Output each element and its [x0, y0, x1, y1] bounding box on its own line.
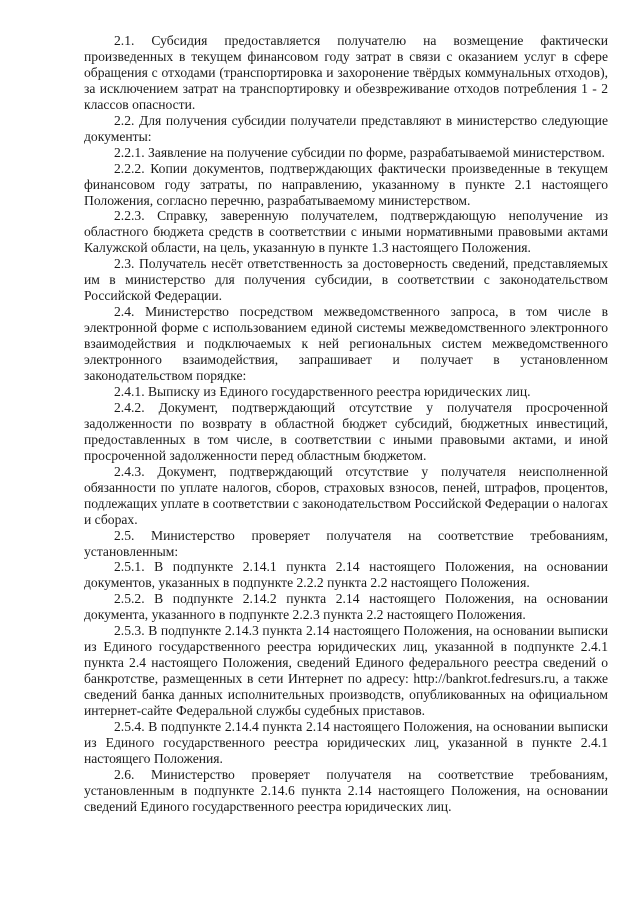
paragraph-2-6: 2.6. Министерство проверяет получателя на соответствие требованиям, установленным в подпункте 2.14.6 пункта 2.14 настоящего Положения, на основании сведений Единого государственного реестра юридических лиц.	[84, 766, 608, 814]
paragraph-2-1: 2.1. Субсидия предоставляется получателю на возмещение фактически произведенных в текущем финансовом году затрат в связи с оказанием услуг в сфере обращения с отходами (транспортировка и захоронение твёрдых коммунальных отходов), за исключением затрат на транспортировку и обезвреживание отходов потребления 1 - 2 классов опасности.	[84, 33, 608, 112]
paragraph-2-5-2: 2.5.2. В подпункте 2.14.2 пункта 2.14 настоящего Положения, на основании документа, указанного в подпункте 2.2.3 пункта 2.2 настоящего Положения.	[84, 591, 608, 623]
paragraph-2-2-1: 2.2.1. Заявление на получение субсидии по форме, разрабатываемой министерством.	[114, 144, 605, 160]
paragraph-2-2-2: 2.2.2. Копии документов, подтверждающих фактически произведенные в текущем финансовом году затраты, по направлению, указанному в пункте 2.1 настоящего Положения, согласно перечню, разрабатываемому министерством.	[84, 160, 608, 208]
paragraph-2-4: 2.4. Министерство посредством межведомственного запроса, в том числе в электронной форме с использованием единой системы межведомственного электронного взаимодействия и подключаемых к ней региональных систем межведомственного электронного взаимодействия, запрашивает и получает в установленном законодательством порядке:	[84, 304, 608, 384]
paragraph-2-4-2: 2.4.2. Документ, подтверждающий отсутствие у получателя просроченной задолженности по возврату в областной бюджет субсидий, бюджетных инвестиций, предоставленных в том числе, в соответствии с иными правовыми актами, и иной просроченной задолженности перед областным бюджетом.	[84, 399, 608, 463]
paragraph-2-2-3: 2.2.3. Справку, заверенную получателем, подтверждающую неполучение из областного бюджета средств в соответствии с иными нормативными правовыми актами Калужской области, на цель, указанную в пункте 1.3 настоящего Положения.	[84, 208, 608, 256]
paragraph-2-4-3: 2.4.3. Документ, подтверждающий отсутствие у получателя неисполненной обязанности по уплате налогов, сборов, страховых взносов, пеней, штрафов, процентов, подлежащих уплате в соответствии с законодательством Российской Федерации о налогах и сборах.	[84, 463, 608, 527]
paragraph-2-5-3: 2.5.3. В подпункте 2.14.3 пункта 2.14 настоящего Положения, на основании выписки из Единого государственного реестра юридических лиц, указанной в подпункте 2.4.1 пункта 2.4 настоящего Положения, сведений Единого федерального реестра сведений о банкротстве, размещенных в сети Интернет по адресу: http://bankrot.fedresurs.ru, а также сведений банка данных исполнительных производств, опубликованных на официальном интернет-сайте Федеральной службы судебных приставов.	[84, 623, 608, 719]
document-body	[84, 33, 608, 815]
paragraph-2-4-1: 2.4.1. Выписку из Единого государственного реестра юридических лиц.	[114, 383, 531, 399]
paragraph-2-3: 2.3. Получатель несёт ответственность за достоверность сведений, представляемых им в министерство для получения субсидии, в соответствии с законодательством Российской Федерации.	[84, 256, 608, 304]
paragraph-2-2: 2.2. Для получения субсидии получатели представляют в министерство следующие документы:	[84, 112, 608, 144]
paragraph-2-5-4: 2.5.4. В подпункте 2.14.4 пункта 2.14 настоящего Положения, на основании выписки из Единого государственного реестра юридических лиц, указанной в пункте 2.4.1 настоящего Положения.	[84, 718, 608, 766]
paragraph-2-5-1: 2.5.1. В подпункте 2.14.1 пункта 2.14 настоящего Положения, на основании документов, указанных в подпункте 2.2.2 пункта 2.2 настоящего Положения.	[84, 559, 608, 591]
paragraph-2-5: 2.5. Министерство проверяет получателя на соответствие требованиям, установленным:	[84, 527, 608, 559]
